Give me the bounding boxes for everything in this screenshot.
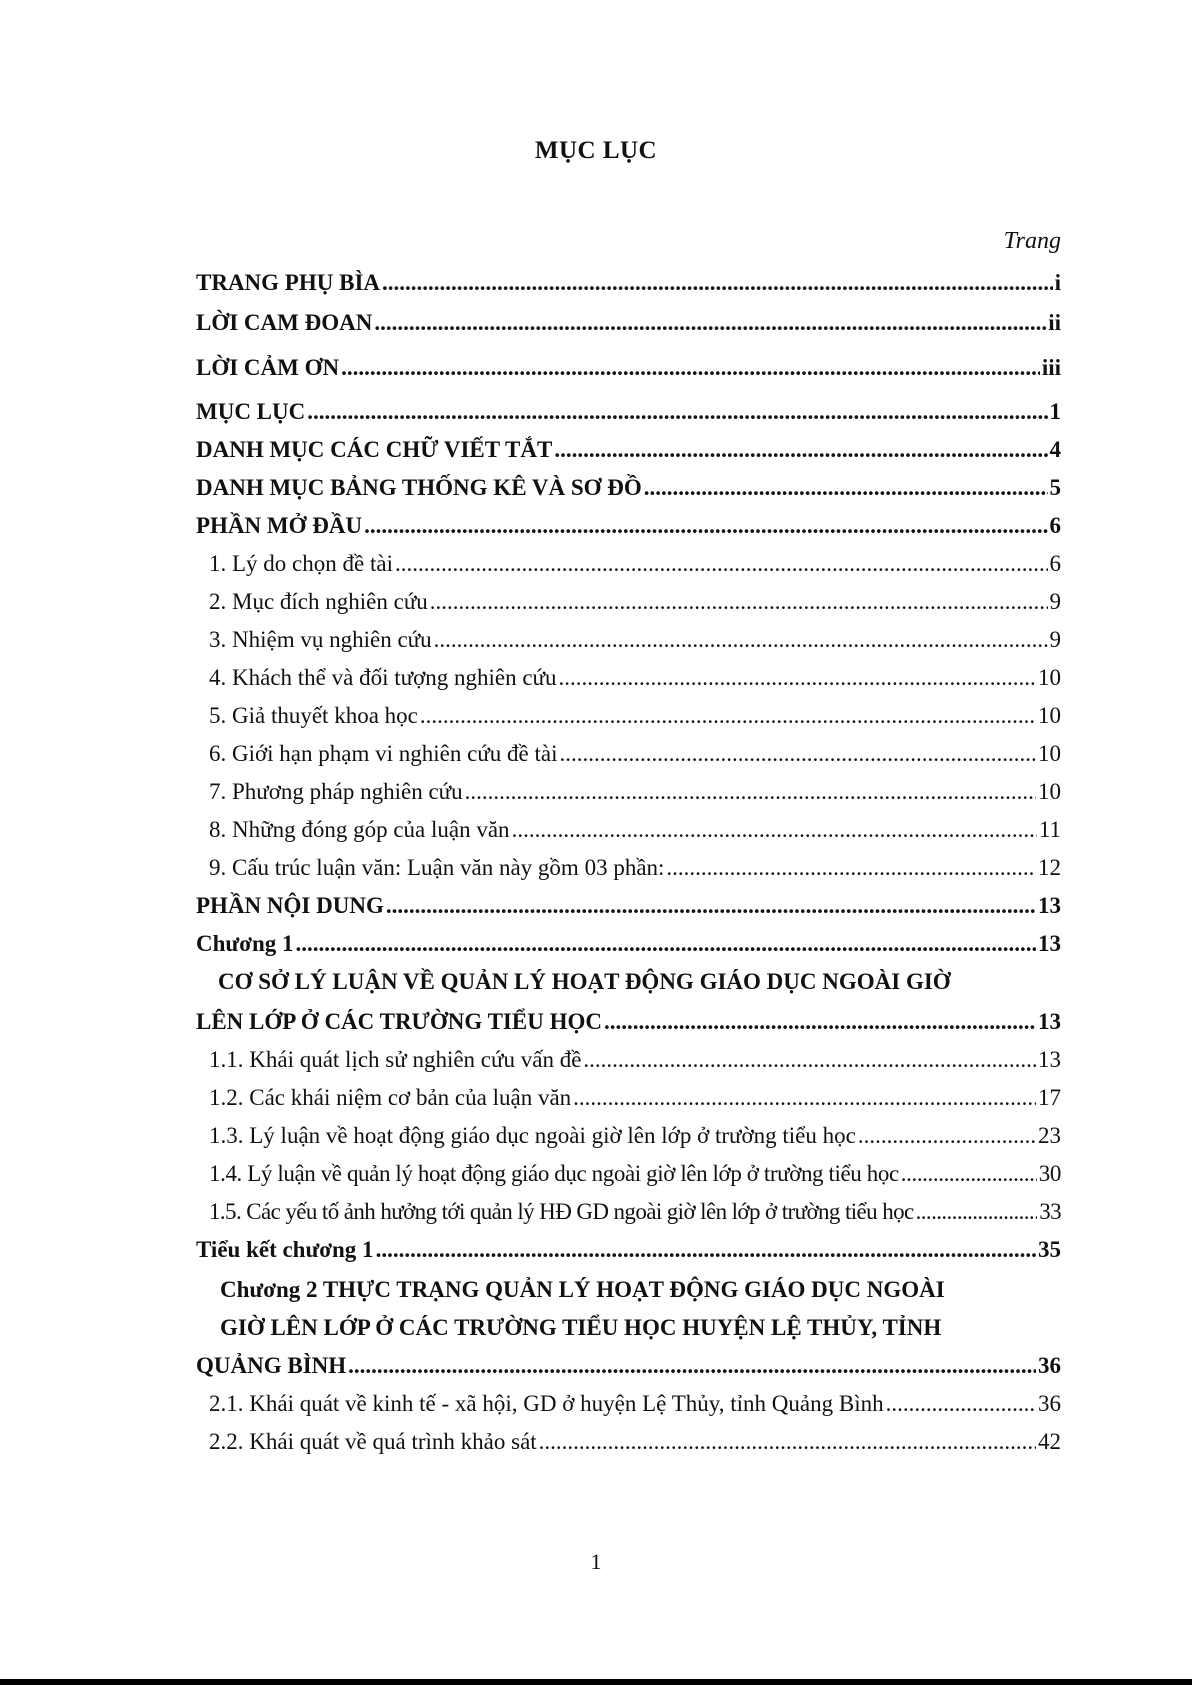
toc-entry-page: 13 — [1038, 893, 1061, 918]
toc-leader — [382, 268, 1053, 298]
chapter-heading-line: GIỜ LÊN LỚP Ở CÁC TRƯỜNG TIỂU HỌC HUYỆN LỆ THỦY, TỈNH — [220, 1315, 942, 1340]
toc-leader — [901, 1159, 1037, 1189]
toc-entry-text: 9. Cấu trúc luận văn: Luận văn này gồm 03 phần: — [209, 855, 665, 880]
toc-leader — [434, 625, 1048, 655]
toc-entry-text: 1.2. Các khái niệm cơ bản của luận văn — [209, 1085, 572, 1110]
bottom-edge-rule — [0, 1679, 1192, 1685]
chapter-heading-line: CƠ SỞ LÝ LUẬN VỀ QUẢN LÝ HOẠT ĐỘNG GIÁO DỤC NGOÀI GIỜ — [218, 969, 951, 994]
toc-entry-text: DANH MỤC BẢNG THỐNG KÊ VÀ SƠ ĐỒ — [196, 475, 642, 500]
toc-leader — [364, 511, 1047, 541]
toc-entry-page: 17 — [1038, 1085, 1061, 1110]
toc-entry — [196, 511, 1061, 549]
toc-leader — [559, 739, 1036, 769]
toc-entry-page: 13 — [1038, 1009, 1061, 1034]
toc-entry-page: 5 — [1049, 475, 1061, 500]
toc-entry-page: 4 — [1049, 437, 1061, 462]
toc-entry-text: LỜI CẢM ƠN — [196, 355, 340, 380]
toc-entry — [196, 777, 1061, 815]
toc-leader — [583, 1045, 1036, 1075]
toc-entry-text: MỤC LỤC — [196, 399, 306, 424]
toc-leader — [559, 663, 1036, 693]
toc-entry — [196, 1007, 1061, 1045]
toc-entry-text: 1. Lý do chọn đề tài — [209, 551, 393, 576]
toc-entry-page: iii — [1041, 355, 1061, 380]
toc-entry-page: 33 — [1039, 1199, 1061, 1224]
toc-entry-page: 30 — [1038, 1161, 1061, 1186]
toc-entry-page: 10 — [1038, 779, 1061, 804]
toc-entry-page: 23 — [1038, 1123, 1061, 1148]
toc-entry — [196, 397, 1061, 435]
toc-entry — [196, 1159, 1061, 1197]
toc-entry-text: 5. Giả thuyết khoa học — [209, 703, 418, 728]
toc-entry-text: 6. Giới hạn phạm vi nghiên cứu đề tài — [209, 741, 558, 766]
toc-leader — [886, 1389, 1036, 1419]
toc-entry-text: TRANG PHỤ BÌA — [196, 270, 381, 295]
toc-entry-text: 7. Phương pháp nghiên cứu — [209, 779, 463, 804]
toc-leader — [644, 473, 1048, 503]
toc-leader — [420, 701, 1036, 731]
toc-leader — [295, 929, 1036, 959]
toc-entry — [196, 308, 1061, 353]
toc-entry — [196, 549, 1061, 587]
toc-entry-text: QUẢNG BÌNH — [196, 1353, 347, 1378]
toc-entry-text: 3. Nhiệm vụ nghiên cứu — [209, 627, 432, 652]
toc-entry-text: 8. Những đóng góp của luận văn — [209, 817, 510, 842]
toc-entry — [196, 625, 1061, 663]
toc-leader — [341, 353, 1040, 383]
toc-leader — [573, 1083, 1036, 1113]
toc-entry — [196, 353, 1061, 397]
toc-entry-text: 2. Mục đích nghiên cứu — [209, 589, 428, 614]
toc-entry — [196, 1121, 1061, 1159]
toc-entry — [196, 435, 1061, 473]
toc-entry — [196, 1427, 1061, 1465]
toc-entry-text: 1.4. Lý luận về quản lý hoạt động giáo dục ngoài giờ lên lớp ở trường tiểu học — [209, 1161, 899, 1186]
toc-entry-page: 13 — [1038, 931, 1061, 956]
toc-entry-page: 6 — [1049, 513, 1061, 538]
toc-entry-page: 9 — [1049, 627, 1061, 652]
toc-entry-page: 12 — [1038, 855, 1061, 880]
toc-entry-text: LÊN LỚP Ở CÁC TRƯỜNG TIỂU HỌC — [196, 1009, 602, 1034]
toc-entry-page: 36 — [1038, 1353, 1061, 1378]
toc-leader — [430, 587, 1048, 617]
toc-entry-page: 42 — [1038, 1429, 1061, 1454]
toc-entry — [196, 739, 1061, 777]
toc-leader — [386, 891, 1036, 921]
toc-entry-text: 2.2. Khái quát về quá trình khảo sát — [209, 1429, 537, 1454]
toc-entry-page: ii — [1048, 310, 1061, 335]
toc-entry-text: DANH MỤC CÁC CHỮ VIẾT TẮT — [196, 437, 553, 462]
toc-entry — [196, 1389, 1061, 1427]
toc-entry — [196, 268, 1061, 308]
toc-entry — [196, 815, 1061, 853]
toc-entry-page: 13 — [1038, 1047, 1061, 1072]
toc-entry-text: 1.3. Lý luận về hoạt động giáo dục ngoài giờ lên lớp ở trường tiểu học — [209, 1123, 856, 1148]
toc-leader — [858, 1121, 1036, 1151]
toc-entry — [196, 1351, 1061, 1389]
toc-leader — [554, 435, 1047, 465]
toc-entry-page: 10 — [1038, 741, 1061, 766]
toc-entry-page: 10 — [1038, 703, 1061, 728]
toc-leader — [512, 815, 1037, 845]
toc-leader — [395, 549, 1048, 579]
toc-leader — [376, 1235, 1036, 1265]
page-number: 1 — [590, 1549, 602, 1574]
toc-entry-text: 1.5. Các yếu tố ảnh hưởng tới quản lý HĐ GD ngoài giờ lên lớp ở trường tiểu học — [209, 1199, 914, 1224]
page-column-label: Trang — [1003, 228, 1061, 254]
toc-entry-text: 1.1. Khái quát lịch sử nghiên cứu vấn đề — [209, 1047, 582, 1072]
toc-entry-text: LỜI CAM ĐOAN — [196, 310, 373, 335]
toc-entry-text: Chương 1 — [196, 931, 294, 956]
toc-entry-page: 1 — [1049, 399, 1061, 424]
toc-leader — [604, 1007, 1036, 1037]
toc-entry-text: 2.1. Khái quát về kinh tế - xã hội, GD ở huyện Lệ Thủy, tỉnh Quảng Bình — [209, 1391, 884, 1416]
toc-entry-page: 35 — [1038, 1237, 1061, 1262]
toc-leader — [465, 777, 1036, 807]
chapter-heading-line: Chương 2 THỰC TRẠNG QUẢN LÝ HOẠT ĐỘNG GIÁO DỤC NGOÀI — [220, 1277, 945, 1302]
toc-leader — [916, 1197, 1038, 1227]
toc-entry-page: 10 — [1038, 665, 1061, 690]
toc-entry-page: 11 — [1038, 817, 1061, 842]
toc-entry — [196, 663, 1061, 701]
toc-entry-page: 9 — [1049, 589, 1061, 614]
toc-entry-page: i — [1054, 270, 1061, 295]
toc-leader — [539, 1427, 1036, 1457]
toc-entry — [196, 587, 1061, 625]
toc-leader — [307, 397, 1047, 427]
toc-entry — [196, 473, 1061, 511]
toc-entry — [196, 1197, 1061, 1235]
toc-entry-page: 36 — [1038, 1391, 1061, 1416]
toc-leader — [666, 853, 1036, 883]
toc-entry — [196, 891, 1061, 929]
toc-entry-text: 4. Khách thể và đối tượng nghiên cứu — [209, 665, 557, 690]
toc-entry — [196, 1083, 1061, 1121]
toc-entry-text: PHẦN MỞ ĐẦU — [196, 513, 363, 538]
toc-entry — [196, 701, 1061, 739]
page-title: MỤC LỤC — [534, 137, 658, 164]
toc-entry-page: 6 — [1049, 551, 1061, 576]
toc-entry — [196, 1045, 1061, 1083]
toc-leader — [374, 308, 1046, 338]
toc-entry — [196, 1235, 1061, 1275]
toc-entry — [196, 853, 1061, 891]
toc-leader — [348, 1351, 1036, 1381]
table-of-contents — [196, 268, 1061, 1465]
toc-entry-text: PHẦN NỘI DUNG — [196, 893, 384, 918]
toc-entry — [196, 929, 1061, 967]
toc-entry-text: Tiểu kết chương 1 — [196, 1237, 374, 1262]
